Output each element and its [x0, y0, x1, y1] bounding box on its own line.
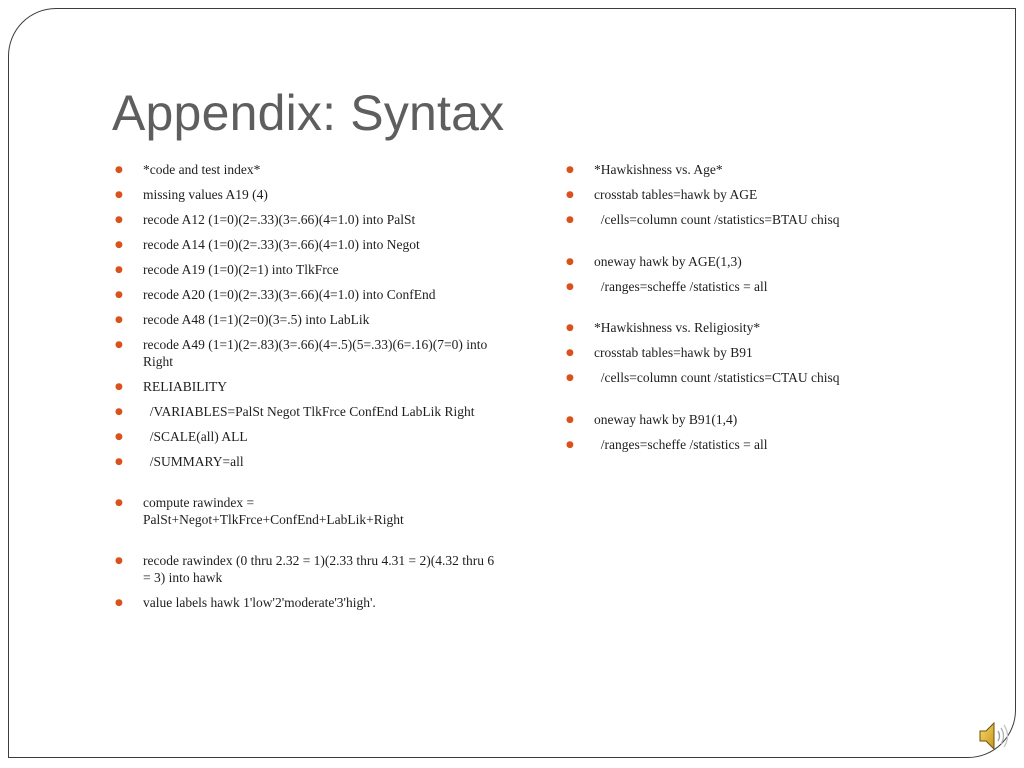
bullet-icon: ●	[115, 406, 123, 417]
syntax-line-text: /ranges=scheffe /statistics = all	[594, 278, 768, 294]
left-syntax-list	[112, 162, 502, 620]
syntax-line	[112, 312, 502, 329]
bullet-icon: ●	[566, 373, 574, 383]
syntax-line	[112, 595, 502, 612]
syntax-line	[563, 320, 943, 337]
syntax-line-text: recode A20 (1=0)(2=.33)(3=.66)(4=1.0) into ConfEnd	[143, 287, 436, 302]
syntax-line-text: recode rawindex (0 thru 2.32 = 1)(2.33 thru 4.31 = 2)(4.32 thru 6 = 3) into hawk	[143, 553, 498, 585]
syntax-line-text: /ranges=scheffe /statistics = all	[594, 436, 768, 452]
syntax-line	[112, 337, 502, 370]
bullet-icon: ●	[115, 597, 123, 608]
syntax-line	[112, 454, 502, 471]
bullet-icon: ●	[566, 281, 574, 292]
syntax-line	[112, 162, 502, 179]
bullet-icon: ●	[566, 348, 574, 358]
syntax-line	[563, 279, 943, 296]
syntax-line	[112, 379, 502, 396]
syntax-line-text: crosstab tables=hawk by B91	[594, 345, 753, 360]
syntax-line	[112, 495, 502, 528]
syntax-line	[563, 412, 943, 429]
syntax-line-text: *code and test index*	[143, 162, 261, 177]
bullet-icon: ●	[115, 381, 123, 392]
bullet-icon: ●	[115, 215, 123, 225]
syntax-line	[112, 262, 502, 279]
syntax-line	[112, 187, 502, 204]
right-syntax-list	[563, 162, 943, 462]
syntax-line-text: oneway hawk by AGE(1,3)	[594, 253, 742, 269]
syntax-line	[563, 345, 943, 362]
syntax-line-text: *Hawkishness vs. Age*	[594, 162, 723, 177]
syntax-line-text: /cells=column count /statistics=CTAU chisq	[594, 370, 840, 385]
syntax-line	[563, 162, 943, 179]
syntax-line-text: recode A12 (1=0)(2=.33)(3=.66)(4=1.0) into PalSt	[143, 212, 416, 227]
bullet-icon: ●	[115, 431, 123, 442]
bullet-icon: ●	[115, 265, 123, 275]
syntax-line-text: *Hawkishness vs. Religiosity*	[594, 320, 761, 335]
syntax-line-text: recode A14 (1=0)(2=.33)(3=.66)(4=1.0) into Negot	[143, 237, 420, 252]
syntax-line	[563, 187, 943, 204]
syntax-line-text: missing values A19 (4)	[143, 187, 268, 202]
syntax-line-text: recode A19 (1=0)(2=1) into TlkFrce	[143, 262, 339, 277]
syntax-line	[563, 254, 943, 271]
syntax-line-text: recode A49 (1=1)(2=.83)(3=.66)(4=.5)(5=.33)(6=.16)(7=0) into Right	[143, 337, 491, 369]
syntax-line-text: RELIABILITY	[143, 378, 227, 394]
syntax-line	[563, 437, 943, 454]
syntax-line	[112, 404, 502, 421]
syntax-line-text: /SCALE(all) ALL	[143, 428, 248, 444]
bullet-icon: ●	[115, 165, 123, 175]
syntax-line-text: value labels hawk 1'low'2'moderate'3'high'.	[143, 594, 376, 610]
syntax-line-text: oneway hawk by B91(1,4)	[594, 411, 738, 427]
syntax-line-text: compute rawindex = PalSt+Negot+TlkFrce+ConfEnd+LabLik+Right	[143, 495, 404, 527]
bullet-icon: ●	[115, 340, 123, 350]
speaker-icon[interactable]	[976, 718, 1012, 754]
bullet-icon: ●	[115, 190, 123, 200]
bullet-icon: ●	[566, 190, 574, 200]
syntax-line	[112, 429, 502, 446]
syntax-line-text: /SUMMARY=all	[143, 453, 244, 469]
bullet-icon: ●	[115, 456, 123, 467]
bullet-icon: ●	[115, 498, 123, 508]
bullet-icon: ●	[115, 240, 123, 250]
syntax-line-text: /cells=column count /statistics=BTAU chisq	[594, 212, 840, 227]
syntax-line	[112, 237, 502, 254]
syntax-line	[112, 287, 502, 304]
syntax-line-text: crosstab tables=hawk by AGE	[594, 187, 758, 202]
syntax-line	[563, 212, 943, 229]
syntax-line	[112, 553, 502, 586]
bullet-icon: ●	[115, 556, 123, 566]
syntax-line	[112, 212, 502, 229]
syntax-line	[563, 370, 943, 387]
bullet-icon: ●	[115, 315, 123, 325]
bullet-icon: ●	[566, 165, 574, 175]
bullet-icon: ●	[566, 256, 574, 267]
bullet-icon: ●	[566, 439, 574, 450]
syntax-line-text: /VARIABLES=PalSt Negot TlkFrce ConfEnd LabLik Right	[143, 403, 475, 419]
bullet-icon: ●	[566, 215, 574, 225]
bullet-icon: ●	[566, 414, 574, 425]
bullet-icon: ●	[566, 323, 574, 333]
syntax-line-text: recode A48 (1=1)(2=0)(3=.5) into LabLik	[143, 312, 370, 327]
slide-title: Appendix: Syntax	[112, 85, 505, 141]
bullet-icon: ●	[115, 290, 123, 300]
